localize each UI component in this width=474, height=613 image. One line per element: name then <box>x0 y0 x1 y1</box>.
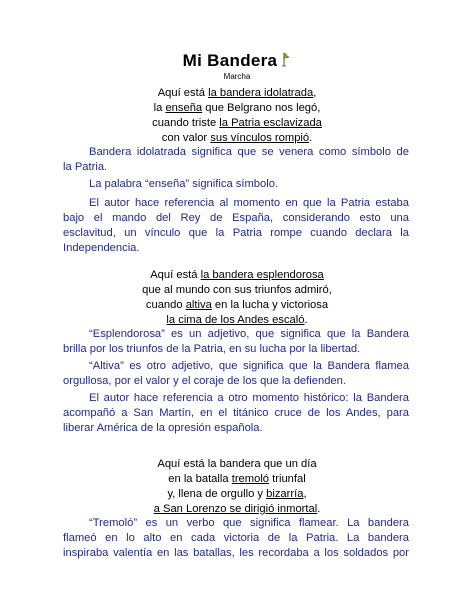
verse-line: que al mundo con sus triunfos admiró, <box>142 284 332 296</box>
page-title <box>0 51 474 72</box>
commentary-paragraph: “Altiva” es otro adjetivo, que significa que la Bandera flamea orgullosa, por el valor y el coraje de los que la defienden. <box>63 360 409 387</box>
verse-3 <box>0 457 474 517</box>
verse-line: en la batalla tremoló triunfal <box>168 473 306 485</box>
commentary-paragraph: El autor hace referencia al momento en que la Patria estaba bajo el mando del Rey de España, considerando esto una esclavitud, un vínculo que la Patria rompe cuando declara la Independencia. <box>63 197 409 254</box>
verse-line: la enseña que Belgrano nos legó, <box>153 102 321 114</box>
verse-line: Aquí está la bandera esplendorosa <box>150 269 324 281</box>
flag-icon <box>281 51 291 72</box>
commentary-paragraph: La palabra “enseña” significa símbolo. <box>89 178 279 190</box>
verse-line: la cima de los Andes escaló. <box>166 314 308 326</box>
verse-2 <box>0 268 474 328</box>
commentary-paragraph: El autor hace referencia a otro momento histórico: la Bandera acompañó a San Martín, en el titánico cruce de los Andes, para liberar América de la opresión española. <box>63 392 409 434</box>
verse-line: Aquí está la bandera idolatrada, <box>157 87 317 99</box>
verse-line: con valor sus vínculos rompió. <box>161 132 313 144</box>
page-subtitle: Marcha <box>223 72 251 81</box>
commentary-paragraph: “Esplendorosa” es un adjetivo, que significa que la Bandera brilla por los triunfos de la Patria, en su lucha por la libertad. <box>63 328 409 355</box>
verse-line: y, llena de orgullo y bizarría, <box>167 488 307 500</box>
verse-line: Aquí está la bandera que un día <box>157 458 317 470</box>
commentary-paragraph: Bandera idolatrada significa que se venera como símbolo de la Patria. <box>63 146 409 173</box>
verse-line: cuando triste la Patria esclavizada <box>152 117 322 129</box>
verse-line: a San Lorenzo se dirigió inmortal. <box>153 503 321 515</box>
verse-1 <box>0 86 474 146</box>
title-text: Mi Bandera <box>182 51 278 70</box>
commentary-paragraph: “Tremoló” es un verbo que significa flamear. La bandera flameó en lo alto en cada victoria de la Patria. La bandera inspiraba valentía en las batallas, les recordaba a los soldados por <box>63 517 409 559</box>
verse-line: cuando altiva en la lucha y victoriosa <box>145 299 329 311</box>
